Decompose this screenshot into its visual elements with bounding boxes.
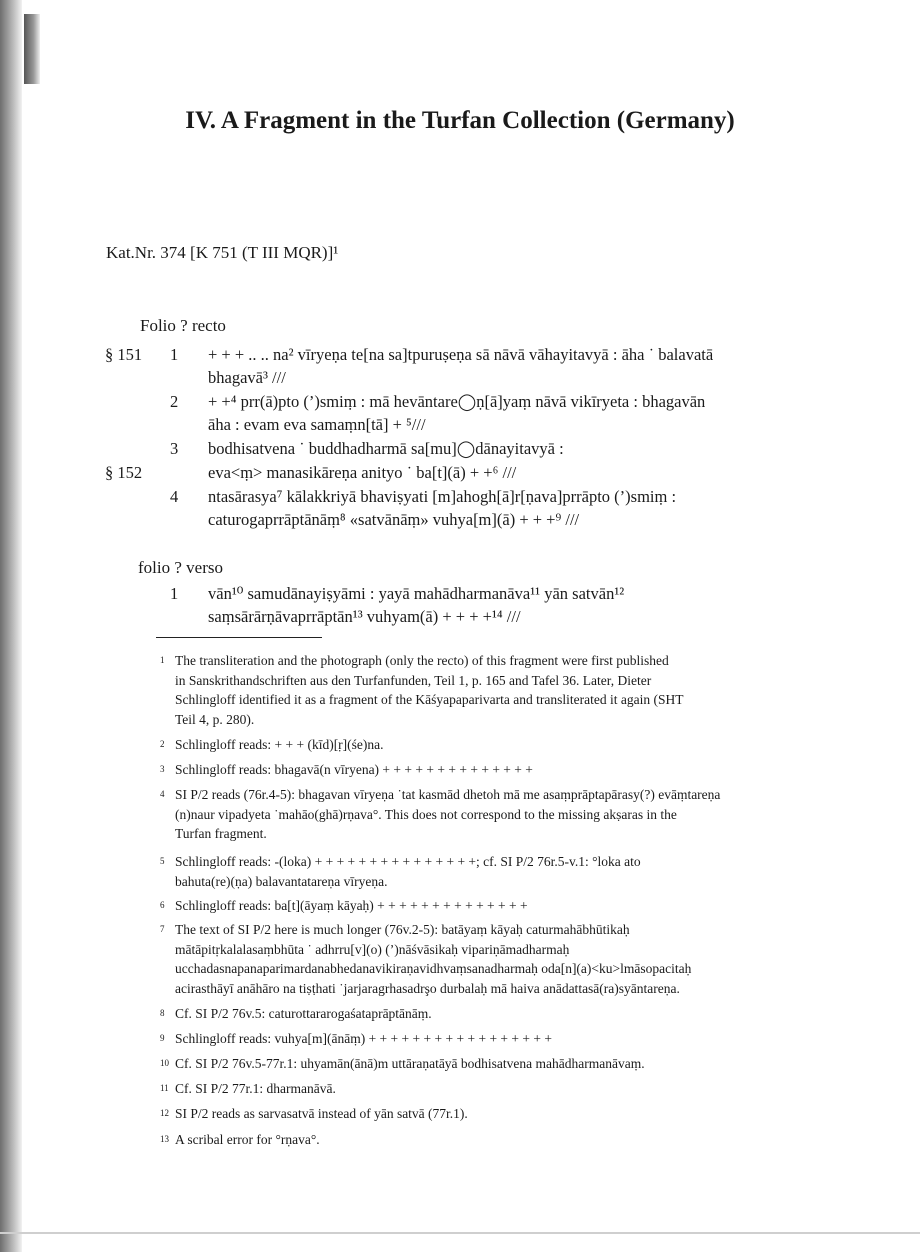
footnote: [160, 920, 772, 998]
footnote: [160, 651, 772, 729]
footnote: [160, 1029, 772, 1049]
footnote-line: mātāpitṛkalalasaṃbhūta ˙ adhrru[v](o) (’)nāśvāsikaḥ vipariṇāmadharmaḥ: [175, 941, 570, 957]
footnote-line: Schlingloff reads: ba[t](āyaṃ kāyaḥ) + + + + + + + + + + + + + +: [175, 898, 528, 913]
transliteration-line: ntasārasya⁷ kālakkriyā bhaviṣyati [m]ahogh[ā]r[ṇava]prrāpto (’)smiṃ :: [208, 487, 677, 506]
footnote-line: Schlingloff reads: -(loka) + + + + + + + + + + + + + + +; cf. SI P/2 76r.5-v.1: °loka ato: [175, 854, 641, 869]
footnote-marker: 1: [160, 655, 165, 665]
footnote-line: Turfan fragment.: [175, 826, 267, 841]
transliteration-line: bhagavā³ ///: [208, 368, 286, 387]
footnote-marker: 3: [160, 764, 165, 774]
footnote-line: in Sanskrithandschriften aus den Turfanfunden, Teil 1, p. 165 and Tafel 36. Later, Dieter: [175, 672, 652, 688]
transliteration-line: + + + .. .. na² vīryeṇa te[na sa]tpuruṣeṇa sā nāvā vāhayitavyā : āha ˙ balavatā: [208, 345, 714, 364]
footnote-line: acirasthāyī anāhāro na tiṣṭhati ˙jarjaragrhasadrşo durbalaḥ mā haiva anādattasā(ra)syāntareṇa.: [175, 980, 680, 996]
line-number: 1: [170, 584, 179, 603]
footnote-line: Schlingloff reads: + + + (kīd)[ṛ](śe)na.: [175, 737, 384, 752]
footnote-marker: 8: [160, 1008, 165, 1018]
footnote-marker: 4: [160, 789, 165, 799]
section-152: § 152: [105, 463, 143, 482]
footnote-marker: 12: [160, 1108, 169, 1118]
footnote: [160, 1004, 772, 1024]
footnote: [160, 1079, 772, 1099]
footnote: [160, 896, 772, 916]
footnote-line: The text of SI P/2 here is much longer (76v.2-5): batāyaṃ kāyaḥ caturmahābhūtikaḥ: [175, 922, 630, 937]
footnote-marker: 9: [160, 1033, 165, 1043]
line-number: 4: [170, 487, 179, 506]
transliteration-line: caturogaprrāptānāṃ⁸ «satvānāṃ» vuhya[m](ā) + + +⁹ ///: [208, 510, 580, 529]
catalog-number: Kat.Nr. 374 [K 751 (T III MQR)]¹: [106, 243, 339, 262]
footnote: [160, 735, 772, 755]
transliteration-line: vān¹⁰ samudānayiṣyāmi : yayā mahādharmanāva¹¹ yān satvān¹²: [208, 584, 625, 603]
chapter-title: IV. A Fragment in the Turfan Collection (Germany): [185, 107, 735, 134]
footnote-line: Schlingloff reads: vuhya[m](ānāṃ) + + + + + + + + + + + + + + + + +: [175, 1031, 552, 1046]
line-number: 1: [170, 345, 179, 364]
section-151: § 151: [105, 345, 143, 364]
footnote-line: SI P/2 reads as sarvasatvā instead of yān satvā (77r.1).: [175, 1106, 468, 1121]
footnote-line: Schlingloff identified it as a fragment of the Kāśyapaparivarta and transliterated it again (SHT: [175, 692, 684, 707]
footnote: [160, 1104, 772, 1124]
footnote-line: bahuta(re)(ṇa) balavantatareṇa vīryeṇa.: [175, 873, 388, 889]
footnote-marker: 6: [160, 900, 165, 910]
footnote-line: ucchadasnapanaparimardanabhedanavikiraṇavidhvaṃsanadharmaḥ oda[n](a)<ku>lmāsopacitaḥ: [175, 961, 692, 976]
transliteration-line: āha : evam eva samaṃn[tā] + ⁵///: [208, 415, 426, 434]
footnote: [160, 785, 772, 844]
footnote-marker: 5: [160, 856, 165, 866]
transliteration-line: bodhisatvena ˙ buddhadharmā sa[mu]◯dānayitavyā :: [208, 439, 564, 458]
footnote-line: Cf. SI P/2 76v.5-77r.1: uhyamān(ānā)m uttāraṇatāyā bodhisatvena mahādharmanāvaṃ.: [175, 1056, 645, 1071]
footnote-line: Teil 4, p. 280).: [175, 711, 255, 727]
transliteration-line: + +⁴ prr(ā)pto (’)smiṃ : mā hevāntare◯ṇ[ā]yaṃ nāvā vikīryeta : bhagavān: [208, 392, 706, 411]
binding-mark: [24, 14, 40, 84]
page-spine-shadow: [0, 0, 22, 1252]
footnote-line: A scribal error for °rṇava°.: [175, 1132, 320, 1147]
footnote-marker: 10: [160, 1058, 169, 1068]
footnote-marker: 7: [160, 924, 165, 934]
transliteration-line: saṃsārārṇāvaprrāptān¹³ vuhyam(ā) + + + +¹⁴ ///: [208, 607, 521, 626]
footnote-marker: 13: [160, 1134, 169, 1144]
folio-verso-heading: folio ? verso: [138, 558, 223, 577]
footnote: [160, 852, 772, 891]
page-bottom-edge: [0, 1232, 920, 1234]
footnote-line: (n)naur vipadyeta ˙mahāo(ghā)rṇava°. This does not correspond to the missing akṣaras in the: [175, 806, 677, 822]
footnote-rule: [156, 637, 322, 638]
line-number: 3: [170, 439, 179, 458]
footnote-marker: 11: [160, 1083, 169, 1093]
footnote: [160, 760, 772, 780]
footnote: [160, 1054, 772, 1074]
footnote: [160, 1130, 772, 1150]
folio-recto-heading: Folio ? recto: [140, 316, 226, 335]
footnote-line: Cf. SI P/2 77r.1: dharmanāvā.: [175, 1081, 336, 1096]
footnote-line: Schlingloff reads: bhagavā(n vīryena) + + + + + + + + + + + + + +: [175, 762, 533, 777]
footnote-marker: 2: [160, 739, 165, 749]
footnote-line: SI P/2 reads (76r.4-5): bhagavan vīryeṇa ˙tat kasmād dhetoh mā me asaṃprāptapārasy(?) evāṃtareṇa: [175, 787, 721, 802]
footnote-line: The transliteration and the photograph (only the recto) of this fragment were first published: [175, 653, 669, 668]
footnote-line: Cf. SI P/2 76v.5: caturottararogaśataprāptānāṃ.: [175, 1006, 432, 1021]
line-number: 2: [170, 392, 179, 411]
transliteration-line: eva<ṃ> manasikāreṇa anityo ˙ ba[t](ā) + +⁶ ///: [208, 463, 517, 482]
